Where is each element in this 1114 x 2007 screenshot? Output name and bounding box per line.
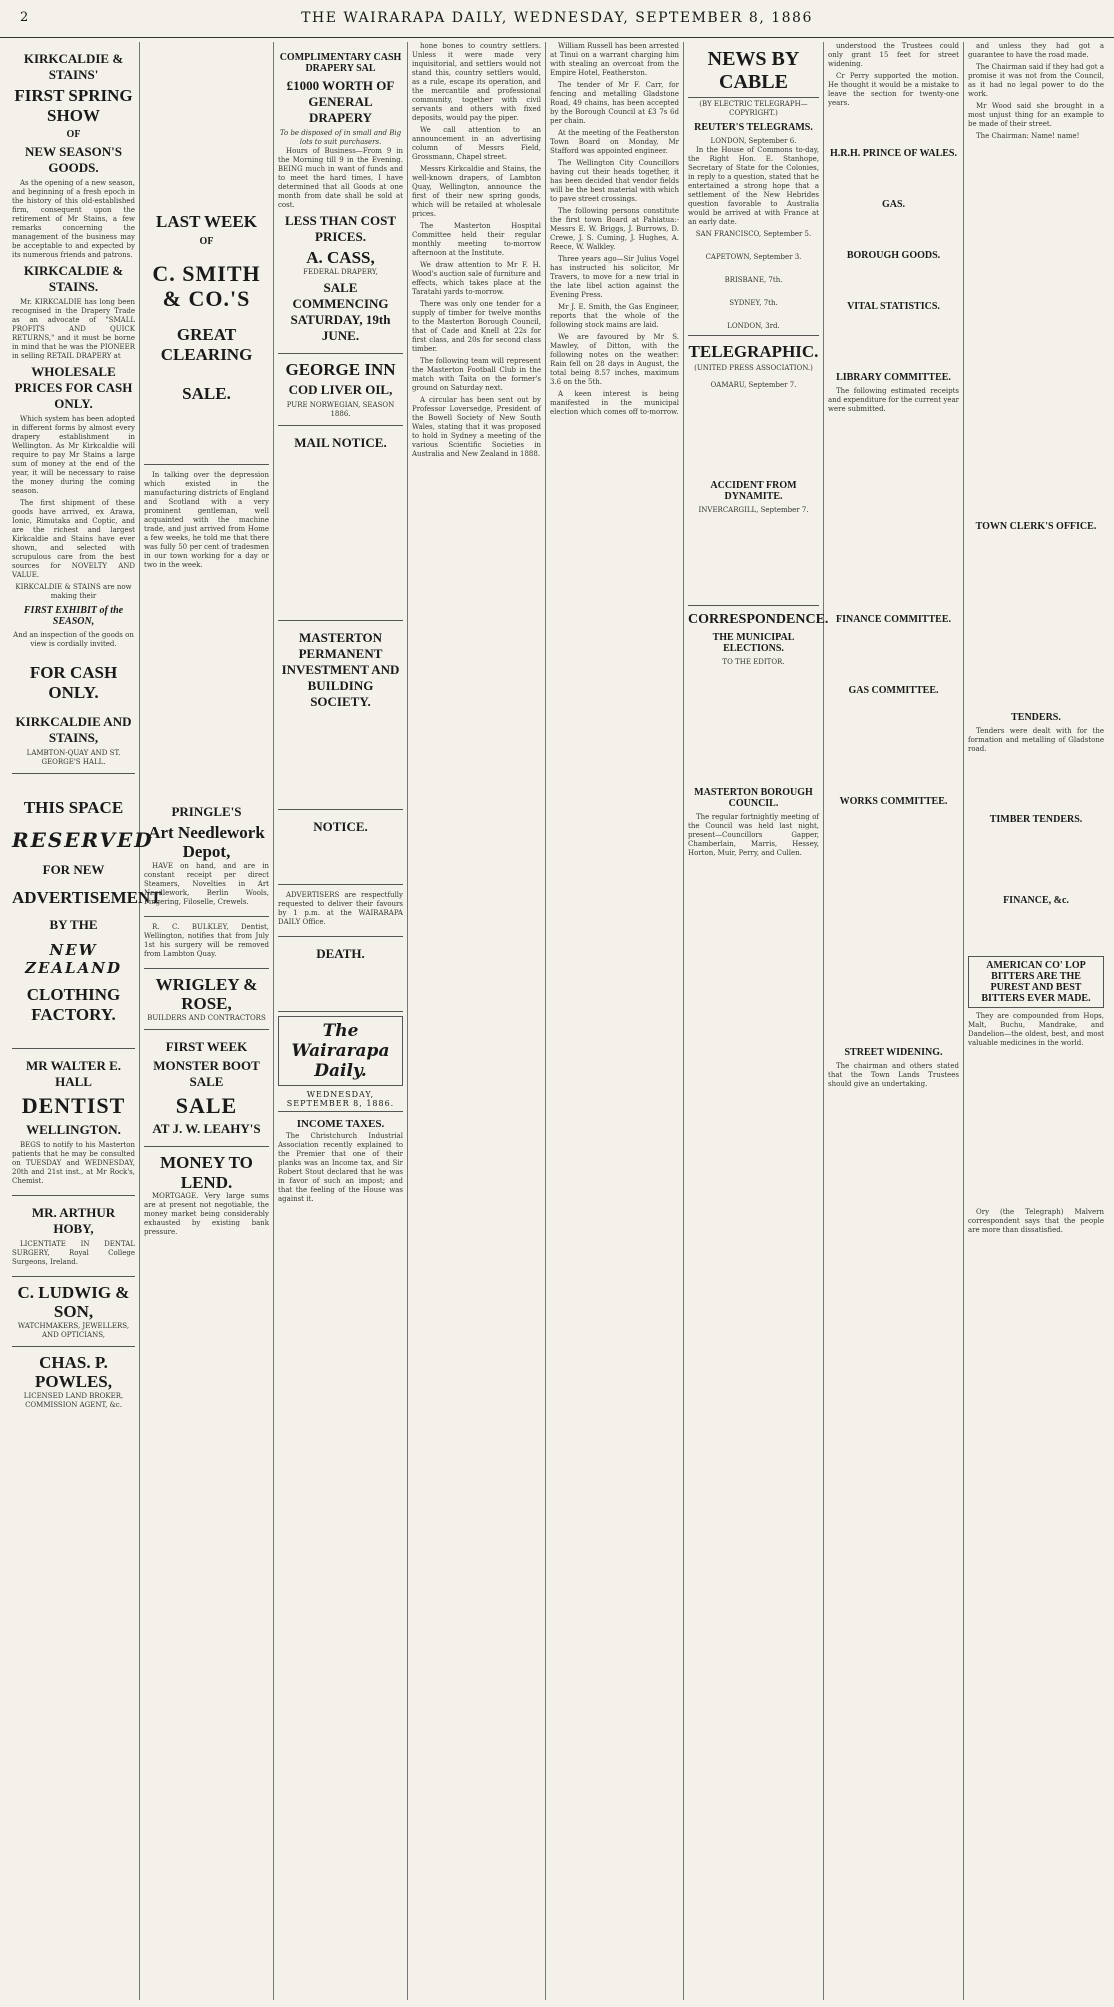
town-clerk-head: TOWN CLERK'S OFFICE. [975,521,1097,532]
dentist-body: BEGS to notify to his Masterton patients that he may be consulted on TUESDAY and WEDNESDAY, 20th and 21st inst., at Mr Rock's, Chemist. [12,1140,135,1185]
news-item: A keen interest is being manifested in the municipal election which comes off to-morrow. [550,390,679,416]
cass-name: A. CASS, [306,248,375,267]
less-than: LESS THAN COST PRICES. [284,213,397,244]
firm-name: KIRKCALDIE & STAINS. [23,263,124,295]
smith-name: C. SMITH & CO.'S [152,260,261,311]
news-item: At the meeting of the Featherston Town Board on Monday, Mr Stafford was appointed engineer. [550,129,679,155]
adverts-notice: ADVERTISERS are respectfully requested to deliver their favours by 1 p.m. at the WAIRARAPA DAILY Office. [278,885,403,937]
ad-title: KIRKCALDIE & STAINS' [23,51,124,82]
prince-head: H.R.H. PRINCE OF WALES. [830,148,957,159]
news-item: hone bones to country settlers. Unless it were made very inquisitorial, and settlers would not stand this, country settlers would, as a rule, escape its operation, and the mercantile and professional community, together with civil servants and others with fixed deposits, would pay the piper. [412,42,541,122]
worth: £1000 WORTH OF GENERAL DRAPERY [286,78,395,125]
street-widening-head: STREET WIDENING. [844,1047,943,1058]
news-item: A circular has been sent out by Professor Loversedge, President of the Bowell Society of New South Wales, stating that it was proposed to hold in Sydney a meeting of the various Scientific Societies in Australia and New Zealand in 1888. [412,396,541,458]
reserved-line-3: FOR NEW [42,861,105,877]
dentist-city: WELLINGTON. [26,1121,121,1137]
smith-clearing-ad [144,42,269,465]
oamaru-dateline: OAMARU, September 7. [710,381,797,389]
cass-sub: FEDERAL DRAPERY, [303,267,378,276]
dentist-title: DENTIST [21,1093,126,1119]
reuters: REUTER'S TELEGRAMS. [694,122,813,133]
sale-commencing: SALE COMMENCING SATURDAY, 19th JUNE. [290,279,391,343]
daily-title: The Wairarapa Daily. [278,1016,403,1086]
reserved-line-5: BY THE [49,917,98,933]
brisbane-dateline: BRISBANE, 7th. [724,276,783,284]
column-2 [140,42,274,2000]
first-week: FIRST WEEK [165,1038,248,1054]
money-body: MORTGAGE. Very large sums are at present not negotiable, the money market being considerably exhausted by existing bank pressure. [144,1192,269,1237]
firm-name-2: KIRKCALDIE AND STAINS, [15,714,132,746]
mail-notice: MAIL NOTICE. [294,435,387,451]
depression-article: In talking over the depression which existed in the manufacturing districts of England and Scotland with a very prominent gentleman, well acquainted with the machine trade, and just arrived from Home a few weeks, he told me that there was fully 50 per cent of tradesmen in our town working for a day or two in the week. [144,470,269,569]
daily-date: WEDNESDAY, SEPTEMBER 8, 1886. [278,1090,403,1112]
borough-goods-head: BOROUGH GOODS. [846,250,941,261]
building-society-ad [278,621,403,810]
death: DEATH. [316,946,365,962]
ad-body-4: The first shipment of these goods have arrived, ex Arawa, Ionic, Rimutaka and Coptic, and are the richest and largest Kirkcaldie and Stains have ever shown, and selected with scrupulous care from the best sources for NOVELTY AND VALUE. [12,499,135,580]
council-item: Mr Wood said she brought in a most unjust thing for an example to be made of their street. [968,102,1104,128]
london-body: In the House of Commons to-day, the Right Hon. E. Stanhope, Secretary of State for the Colonies, in reply to a question, stated that he entertained a strong hope that a settlement of the New Hebrides question favorable to Australia would be arrived at with France at an early date. [688,146,819,226]
council-item: and unless they had got a guarantee to have the road made. [968,42,1104,59]
news-item: Three years ago—Sir Julius Vogel has instructed his solicitor, Mr Travers, to move for a new trial in the late libel action against the Evening Press. [550,255,679,299]
cod-liver: COD LIVER OIL, [288,382,393,398]
london2-dateline: LONDON, 3rd. [727,322,780,330]
masthead [0,0,1114,38]
last-week: LAST WEEK [156,212,257,231]
cass-body: Hours of Business—From 9 in the Morning till 9 in the Evening. BEING much in want of funds and to meet the hard times, I have determined that all Goods at one month from date shall be sold at cost. [278,147,403,209]
pringle-name: PRINGLE'S [171,803,242,819]
reserved-line-6: NEW ZEALAND [25,941,122,978]
cash-only: FOR CASH ONLY. [29,663,118,702]
column-1 [8,42,162,2000]
news-item: The following persons constitute the first town Board at Pahiatua:- Messrs E. W. Briggs, J. Burrows, D. Crewe, J. S. Cuming, J. Hughes, A. Reece, W. Walkley. [550,207,679,251]
ludwig-sub: WATCHMAKERS, JEWELLERS, AND OPTICIANS, [17,1321,130,1339]
kirk-stains-line: KIRKCALDIE & STAINS are now making their [15,583,132,601]
tel-sub: (UNITED PRESS ASSOCIATION.) [694,364,813,372]
local-news-col5 [550,42,679,417]
hoby-name: MR. ARTHUR HOBY, [31,1204,116,1236]
wrigley-ad [144,969,269,1030]
ludwig-name: C. LUDWIG & SON, [17,1282,130,1322]
notice-ad [278,810,403,885]
invercargill-dateline: INVERCARGILL, September 7. [698,506,809,514]
monster-boot: MONSTER BOOT SALE [153,1057,260,1089]
dentist-name: MR WALTER E. HALL [26,1058,121,1090]
vital-head: VITAL STATISTICS. [847,301,940,312]
accident-head: ACCIDENT FROM DYNAMITE. [710,480,797,502]
reserved-line-1: THIS SPACE [23,798,124,818]
council-item: understood the Trustees could only grant 15 feet for street widening. [828,42,959,68]
council-item: The Chairman said if they had got a promise it was not from the Council, as it had no legal power to do the work. [968,63,1104,98]
tenders-head: TENDERS. [1011,712,1061,723]
news-item: The following team will represent the Masterton Football Club in the match with Taita on the former's ground on Saturday next. [412,357,541,392]
complimentary: COMPLIMENTARY CASH DRAPERY SAL [279,52,402,74]
council-body: The regular fortnightly meeting of the Council was held last night, present—Councillors Gapper, Chamberlain, Marris, Hessey, Horton, Muir, Perry, and Cullen. [688,813,819,857]
hoby-ad [12,1196,135,1277]
column-8 [964,42,1108,2000]
first-exhibit: FIRST EXHIBIT of the SEASON, [23,605,124,628]
elections: THE MUNICIPAL ELECTIONS. [712,632,795,654]
sf-dateline: SAN FRANCISCO, September 5. [695,230,812,238]
council-item: Cr Perry supported the motion. He thought it would be a mistake to leave the section for twenty-one years. [828,72,959,107]
ad-body-2: Mr. KIRKCALDIE has long been recognised in the Drapery Trade as an advocate of "SMALL PROFITS AND QUICK RETURNS," and it must be borne in mind that he was the PIONEER in selling RETAIL DRAPERY at [12,298,135,361]
column-4 [408,42,546,2000]
news-item: There was only one tender for a supply of timber for twelve months to the Masterton Borough Council, that of Cade and Knell at 22s for first class, and 20s for second class timber. [412,300,541,353]
newspaper-header-title: THE WAIRARAPA DAILY, WEDNESDAY, SEPTEMBER 8, 1886 [301,10,813,26]
reserved-line-7: CLOTHING FACTORY. [26,985,121,1024]
news-item: We are favoured by Mr S. Mawley, of Ditton, with the following notes on the weather: Rain fell on 28 days in August, the total being 8.57 inches, maximum 3.6 on the 5th. [550,333,679,386]
bulkley-ad [144,917,269,969]
income-tax-head: INCOME TAXES. [296,1118,385,1131]
income-tax-body: The Christchurch Industrial Association recently explained to the Premier that one of their planks was an Income tax, and Sir Robert Stout declared that he was in favor of such an impost; and that the feeling of the House was against it. [278,1132,403,1204]
news-item: The Wellington City Councillors having cut their heads together, it has been decided that vendor fields will be the best material with which to pave street crossings. [550,159,679,203]
to-editor: TO THE EDITOR. [722,658,785,666]
wholesale-head: WHOLESALE PRICES FOR CASH ONLY. [14,364,133,412]
dentist-ad [12,1049,135,1195]
news-by-cable: NEWS BY CABLE [688,48,819,98]
death-notice [278,937,403,1012]
wrigley-sub: BUILDERS AND CONTRACTORS [147,1013,266,1022]
powles-name: CHAS. P. POWLES, [35,1352,112,1392]
ad-headline: FIRST SPRING SHOW [14,86,133,125]
news-item: We draw attention to Mr F. H. Wood's auction sale of furniture and effects, which takes place at the Taratahi yards to-morrow. [412,261,541,296]
bitters-body: They are compounded from Hops, Malt, Buchu, Mandrake, and Dandelion—the oldest, best, and most valuable medicines in the world. [968,1012,1104,1047]
telegraphic: TELEGRAPHIC. [688,342,819,361]
last-week-of: OF [199,235,214,247]
news-item: The tender of Mr F. Carr, for fencing and metalling Gladstone Road, 49 chains, has been accepted by the Borough Council at £3 7s 6d per chain. [550,81,679,125]
boot-sale-ad [144,1030,269,1147]
council-item: The Chairman: Name! name! [976,132,1080,140]
ad-body: As the opening of a new season, and beginning of a fresh epoch in the history of this old-established firm, consequent upon the retirement of Mr Stains, a few remarks concerning the management of the business may be acceptable to and expected by its numerous friends and patrons. [12,179,135,260]
news-item: We call attention to an announcement in an advertising column of Messrs Field, Grossmann, Chapel street. [412,126,541,161]
column-6 [684,42,829,2000]
cass-ad [278,42,403,354]
ory-body: Ory (the Telegraph) Malvern correspondent says that the people are more than dissatisfied. [968,1208,1104,1234]
bulkley-body: R. C. BULKLEY, Dentist, Wellington, notifies that from July 1st his surgery will be removed from Lambton Quay. [144,922,269,958]
news-item: William Russell has been arrested at Tinui on a warrant charging him with stealing an overcoat from the Empire Hotel, Featherston. [550,42,679,77]
money-ad [144,1147,269,1246]
pringle-ad [144,795,269,917]
firm-address: LAMBTON-QUAY AND ST. GEORGE'S HALL. [26,749,121,767]
ad-of: OF [66,129,81,141]
pringle-sub: Art Needlework Depot, [148,822,265,862]
council-head: MASTERTON BOROUGH COUNCIL. [694,787,813,809]
powles-sub: LICENSED LAND BROKER, COMMISSION AGENT, &c. [23,1391,124,1409]
news-item: Messrs Kirkcaldie and Stains, the well-known drapers, of Lambton Quay, Wellington, announce the first of their new spring goods, which will be retailed at wholesale prices. [412,165,541,218]
sale-word: SALE. [182,384,231,404]
works-head: WORKS COMMITTEE. [839,796,948,807]
clearing: GREAT CLEARING [160,325,253,364]
gas-committee-head: GAS COMMITTEE. [848,685,939,696]
street-widening-body: The chairman and others stated that the Town Lands Trustees should give an undertaking. [828,1062,959,1088]
finance-head-2: FINANCE, &c. [1003,895,1069,906]
mail-notice-ad [278,426,403,621]
leahy: AT J. W. LEAHY'S [152,1121,261,1137]
estimates-body: The following estimated receipts and expenditure for the current year were submitted. [828,387,959,413]
disposed: To be disposed of in small and Big lots to suit purchasers. [279,129,402,146]
capetown-dateline: CAPETOWN, September 3. [705,253,802,261]
money-title: MONEY TO LEND. [160,1153,253,1192]
sale-2: SALE [175,1092,238,1118]
tender-body: Tenders were dealt with for the formation and metalling of Gladstone road. [968,727,1104,753]
library-head: LIBRARY COMMITTEE. [836,372,951,383]
column-5 [546,42,684,2000]
notice: NOTICE. [313,819,368,835]
reserved-line-4: ADVERTISEMENT [12,887,162,907]
exhibit-sub: And an inspection of the goods on view is cordially invited. [13,631,134,649]
powles-ad [12,1347,135,1416]
news-item: Mr J. E. Smith, the Gas Engineer, reports that the whole of the following stock mains are laid. [550,303,679,329]
reserved-line-2: RESERVED [12,827,154,852]
cable-sub: (BY ELECTRIC TELEGRAPH—COPYRIGHT.) [699,100,808,117]
masterton-bldg: MASTERTON PERMANENT INVESTMENT AND BUILDING SOCIETY. [281,630,400,710]
timber-head: TIMBER TENDERS. [989,814,1083,825]
correspondence: CORRESPONDENCE. [688,612,829,627]
ad-body-3: Which system has been adopted in different forms by almost every drapery establishment in Wellington. As Mr Kirkcaldie will require to pay Mr Stains a large sum of money at the end of the year, it will be necessary to raise the money during the coming season. [12,415,135,496]
kirkcaldie-ad [12,42,135,774]
news-item: The Masterton Hospital Committee held their regular monthly meeting to-morrow afternoon at the Institute. [412,222,541,257]
ad-sub: NEW SEASON'S GOODS. [25,144,122,176]
hoby-body: LICENTIATE IN DENTAL SURGERY, Royal College Surgeons, Ireland. [12,1239,135,1266]
gas-head: GAS. [881,199,906,210]
ludwig-ad [12,1277,135,1347]
george-inn: GEORGE INN [285,359,396,379]
reserved-ad [12,774,162,1049]
wrigley-name: WRIGLEY & ROSE, [155,974,258,1014]
sydney-dateline: SYDNEY, 7th. [729,299,778,307]
page-number: 2 [20,10,29,25]
pringle-body: HAVE on hand, and are in constant receipt per direct Steamers, Novelties in Art Needlework, Berlin Wools, Fingering, Filoselle, Crewels. [144,861,269,906]
bitters-head: AMERICAN CO' LOP BITTERS ARE THE PUREST AND BEST BITTERS EVER MADE. [968,956,1104,1008]
george-inn-ad [278,354,403,427]
column-7 [824,42,964,2000]
column-3 [274,42,408,2000]
cod-sub: PURE NORWEGIAN, SEASON 1886. [286,401,395,419]
local-news-col4 [412,42,541,459]
finance-head: FINANCE COMMITTEE. [835,614,951,625]
london-dateline: LONDON, September 6. [710,137,797,145]
